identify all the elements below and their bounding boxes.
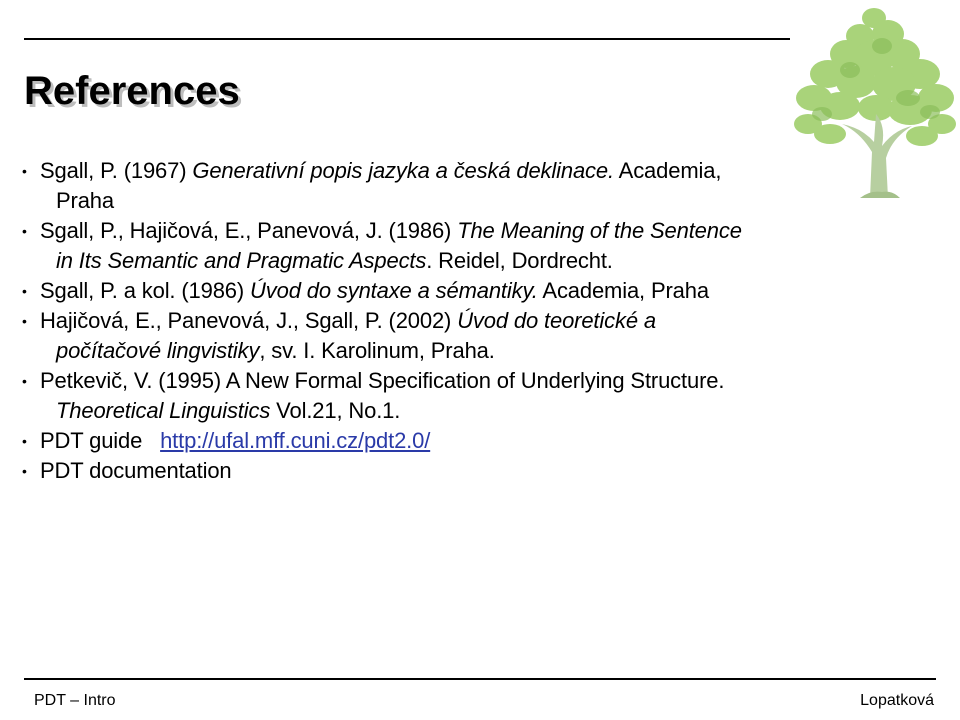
bullet-icon: • bbox=[22, 373, 27, 389]
reference-text: Hajičová, E., Panevová, J., Sgall, P. (2002) bbox=[40, 308, 458, 333]
reference-text: Petkevič, V. (1995) A New Formal Specification of Underlying Structure. bbox=[40, 368, 725, 393]
reference-publisher: Vol.21, No.1. bbox=[270, 398, 401, 423]
top-rule bbox=[24, 38, 790, 40]
reference-item bbox=[22, 456, 922, 486]
footer-right: Lopatková bbox=[860, 692, 934, 709]
bullet-icon: • bbox=[22, 433, 27, 449]
reference-publisher: Academia, Praha bbox=[537, 278, 709, 303]
reference-title-continuation: počítačové lingvistiky bbox=[56, 338, 260, 363]
slide-title: References bbox=[24, 69, 240, 113]
reference-item bbox=[22, 366, 922, 426]
bottom-rule bbox=[24, 678, 936, 680]
reference-text: Sgall, P. a kol. (1986) bbox=[40, 278, 251, 303]
reference-item bbox=[22, 306, 922, 366]
reference-title: Theoretical Linguistics bbox=[56, 398, 271, 423]
reference-continuation: Praha bbox=[56, 188, 114, 213]
bullet-icon: • bbox=[22, 223, 27, 239]
reference-publisher: , sv. I. Karolinum, Praha. bbox=[259, 338, 495, 363]
references-list bbox=[22, 156, 922, 486]
footer-left: PDT – Intro bbox=[34, 692, 116, 709]
reference-item bbox=[22, 426, 922, 456]
reference-item bbox=[22, 276, 922, 306]
reference-text: Sgall, P. (1967) bbox=[40, 158, 193, 183]
reference-title-continuation: in Its Semantic and Pragmatic Aspects bbox=[56, 248, 427, 273]
reference-title: The Meaning of the Sentence bbox=[457, 218, 742, 243]
bullet-icon: • bbox=[22, 313, 27, 329]
reference-title: Úvod do syntaxe a sémantiky. bbox=[250, 278, 538, 303]
reference-text: PDT documentation bbox=[40, 458, 232, 483]
bullet-icon: • bbox=[22, 283, 27, 299]
reference-text: PDT guide bbox=[40, 428, 143, 453]
bullet-icon: • bbox=[22, 163, 27, 179]
reference-title: Úvod do teoretické a bbox=[457, 308, 656, 333]
reference-publisher: Academia, bbox=[613, 158, 722, 183]
bullet-icon: • bbox=[22, 463, 27, 479]
pdt-guide-link[interactable]: http://ufal.mff.cuni.cz/pdt2.0/ bbox=[160, 428, 431, 453]
reference-item bbox=[22, 156, 922, 216]
reference-item bbox=[22, 216, 922, 276]
reference-title: Generativní popis jazyka a česká deklinace. bbox=[192, 158, 614, 183]
reference-text: Sgall, P., Hajičová, E., Panevová, J. (1986) bbox=[40, 218, 458, 243]
reference-publisher: . Reidel, Dordrecht. bbox=[426, 248, 613, 273]
